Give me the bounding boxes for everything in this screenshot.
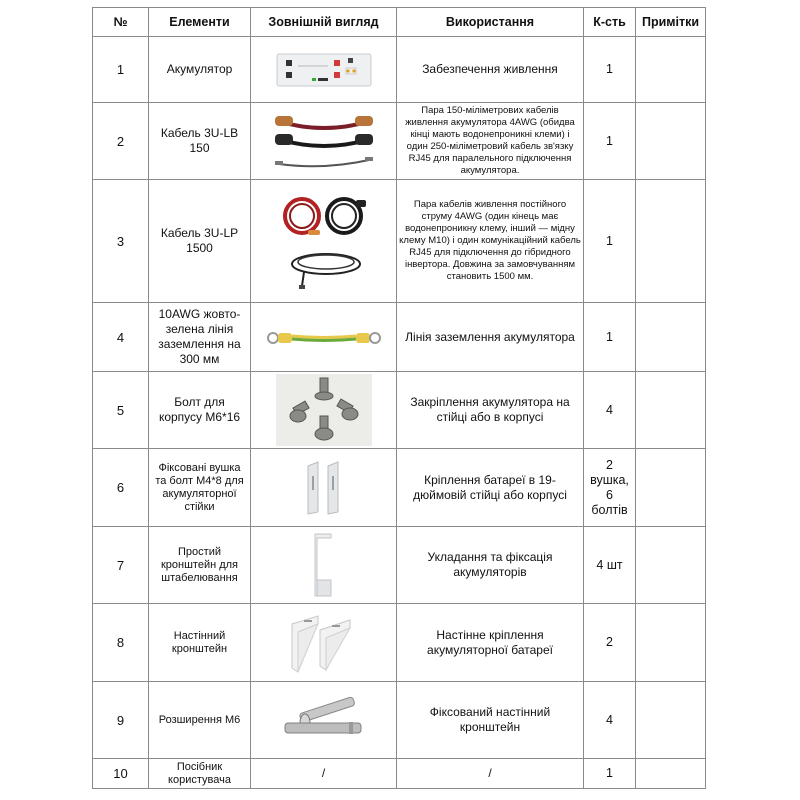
row-num: 8 [93, 604, 149, 682]
row-usage: Настінне кріплення акумуляторної батареї [397, 604, 584, 682]
battery-module-image [254, 50, 393, 90]
row-image-cell [251, 103, 397, 180]
table-row [93, 303, 706, 372]
table-row [93, 372, 706, 449]
bolts-image [254, 374, 393, 446]
row-notes [636, 604, 706, 682]
row-image-cell [251, 180, 397, 303]
rack-ears-image [254, 460, 393, 516]
header-appearance: Зовнішній вигляд [251, 8, 397, 37]
row-image-cell [251, 37, 397, 103]
row-image-cell [251, 682, 397, 759]
long-cables-image [254, 186, 393, 296]
row-num: 5 [93, 372, 149, 449]
header-qty: К-сть [584, 8, 636, 37]
packing-list-table [92, 7, 706, 789]
row-notes [636, 682, 706, 759]
row-name: Настінний кронштейн [149, 604, 251, 682]
header-row [93, 8, 706, 37]
header-notes: Примітки [636, 8, 706, 37]
row-usage: Пара кабелів живлення постійного струму 4AWG (один кінець має водонепроникну клему, інший — мідну клему M10) і один комунікаційний кабель RJ45 для підключення до гібридного інвертора. Довжина за замовчуванням становить 1500 мм. [397, 180, 584, 303]
row-image-cell [251, 527, 397, 604]
row-image: / [251, 759, 397, 789]
table-row [93, 103, 706, 180]
header-usage: Використання [397, 8, 584, 37]
table-row [93, 449, 706, 527]
row-num: 7 [93, 527, 149, 604]
row-notes [636, 759, 706, 789]
row-notes [636, 527, 706, 604]
row-usage: Забезпечення живлення [397, 37, 584, 103]
header-num: № [93, 8, 149, 37]
row-qty: 1 [584, 180, 636, 303]
row-qty: 1 [584, 759, 636, 789]
row-usage: Закріплення акумулятора на стійці або в корпусі [397, 372, 584, 449]
row-name: Кабель 3U-LP 1500 [149, 180, 251, 303]
row-qty: 1 [584, 37, 636, 103]
row-name: Посібник користувача [149, 759, 251, 789]
row-name: Болт для корпусу M6*16 [149, 372, 251, 449]
row-name: Розширення M6 [149, 682, 251, 759]
ground-wire-image [254, 325, 393, 349]
stacking-bracket-image [254, 532, 393, 598]
row-qty: 2 [584, 604, 636, 682]
row-name: 10AWG жовто-зелена лінія заземлення на 300 мм [149, 303, 251, 372]
short-cables-image [254, 108, 393, 174]
row-num: 4 [93, 303, 149, 372]
row-notes [636, 372, 706, 449]
row-qty: 1 [584, 103, 636, 180]
row-qty: 4 [584, 372, 636, 449]
row-image-cell [251, 372, 397, 449]
table-row [93, 527, 706, 604]
row-num: 3 [93, 180, 149, 303]
row-name: Акумулятор [149, 37, 251, 103]
row-image-cell [251, 449, 397, 527]
row-name: Простий кронштейн для штабелювання [149, 527, 251, 604]
row-num: 9 [93, 682, 149, 759]
expansion-bolt-image [254, 695, 393, 745]
table-row [93, 682, 706, 759]
row-name: Кабель 3U-LB 150 [149, 103, 251, 180]
wall-bracket-image [254, 610, 393, 676]
row-num: 10 [93, 759, 149, 789]
row-qty: 4 [584, 682, 636, 759]
row-qty: 4 шт [584, 527, 636, 604]
row-num: 1 [93, 37, 149, 103]
table-row [93, 180, 706, 303]
row-qty: 2 вушка, 6 болтів [584, 449, 636, 527]
row-usage: Кріплення батареї в 19-дюймовій стійці або корпусі [397, 449, 584, 527]
row-notes [636, 180, 706, 303]
table-row [93, 604, 706, 682]
row-notes [636, 303, 706, 372]
row-usage: Пара 150-міліметрових кабелів живлення акумулятора 4AWG (обидва кінці мають водонепроникні клеми) і один 250-міліметровий кабель зв'язку RJ45 для паралельного підключення акумулятора. [397, 103, 584, 180]
row-qty: 1 [584, 303, 636, 372]
header-elements: Елементи [149, 8, 251, 37]
row-notes [636, 103, 706, 180]
row-usage: / [397, 759, 584, 789]
row-usage: Укладання та фіксація акумуляторів [397, 527, 584, 604]
table-row [93, 37, 706, 103]
row-image-cell [251, 303, 397, 372]
row-notes [636, 449, 706, 527]
row-name: Фіксовані вушка та болт M4*8 для акумуляторної стійки [149, 449, 251, 527]
row-image-cell [251, 604, 397, 682]
row-num: 6 [93, 449, 149, 527]
row-num: 2 [93, 103, 149, 180]
row-notes [636, 37, 706, 103]
row-usage: Лінія заземлення акумулятора [397, 303, 584, 372]
row-usage: Фіксований настінний кронштейн [397, 682, 584, 759]
table-row [93, 759, 706, 789]
